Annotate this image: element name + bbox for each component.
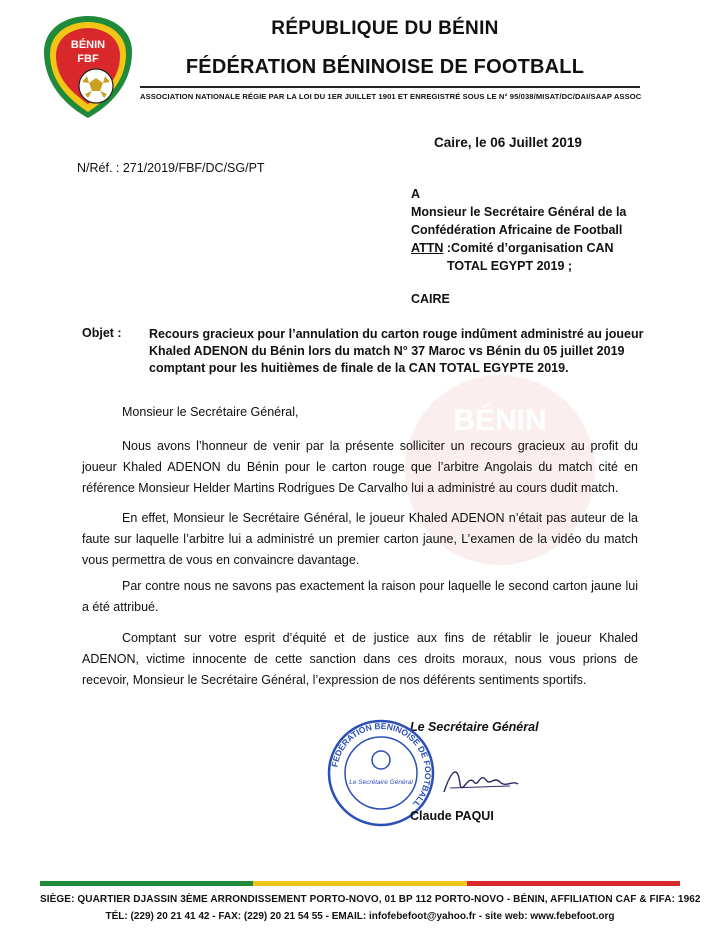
recipient-line-3: Confédération Africaine de Football [411,223,623,237]
header-divider [140,86,640,88]
objet-line-3: comptant pour les huitièmes de finale de la CAN TOTAL EGYPTE 2019. [149,361,569,375]
paragraph-2: En effet, Monsieur le Secrétaire Général, le joueur Khaled ADENON n’était pas auteur de la faute sur laquelle l’arbitre lui a administré un premier carton jaune, L’examen de la vidéo du match vous permettra de vous en convaincre davantage. [82,511,638,567]
stamp-inner-ring [345,737,417,809]
logo-abbr: FBF [77,53,99,65]
stamp-football-icon [372,751,390,769]
band-yellow [253,881,466,886]
recipient-city: CAIRE [411,292,450,306]
signatory-name: Claude PAQUI [410,809,494,823]
stamp-outer-text: FÉDÉRATION BÉNINOISE DE FOOTBALL [329,720,434,810]
footer-address: SIÈGE: QUARTIER DJASSIN 3ÈME ARRONDISSEMENT PORTO-NOVO, 01 BP 112 PORTO-NOVO - BÉNIN, AFFILIATION CAF & FIFA: 1962 [40,894,701,905]
republic-title: RÉPUBLIQUE DU BÉNIN [271,18,499,39]
association-note: ASSOCIATION NATIONALE RÉGIE PAR LA LOI DU 1ER JUILLET 1901 ET ENREGISTRÉ SOUS LE N° 95/038/MISAT/DC/DAI/SAAP ASSOC [140,92,642,101]
signatory-title: Le Secrétaire Général [410,720,539,734]
handwritten-signature [440,762,520,802]
footer-contacts: TÉL: (229) 20 21 41 42 - FAX: (229) 20 21 54 55 - EMAIL: infofebefoot@yahoo.fr - site web: www.febefoot.org [105,911,615,922]
watermark-text: BÉNIN [453,404,547,437]
band-green [40,881,253,886]
attn-text: :Comité d’organisation CAN [443,241,614,255]
recipient-attn [411,241,614,255]
objet-text [149,326,669,377]
recipient-line-5: TOTAL EGYPT 2019 ; [447,259,573,273]
paragraph-3: Par contre nous ne savons pas exactement la raison pour laquelle le second carton jaune lui a été attribué. [82,579,638,614]
reference-number: N/Réf. : 271/2019/FBF/DC/SG/PT [77,161,265,175]
band-red [467,881,680,886]
federation-title: FÉDÉRATION BÉNINOISE DE FOOTBALL [185,56,585,78]
paragraph-4: Comptant sur votre esprit d’équité et de justice aux fins de rétablir le joueur Khaled ADENON, victime innocente de cette sanction dans ces droits moraux, nous vous prions de recevoir, Monsieur le Secrétaire Général, l’expression de nos déférents sentiments sportifs. [82,631,638,687]
objet-line-1: Recours gracieux pour l’annulation du carton rouge indûment administré au joueur [149,327,644,341]
salutation: Monsieur le Secrétaire Général, [122,405,299,419]
date-line: Caire, le 06 Juillet 2019 [434,135,582,150]
recipient-a: A [411,187,421,201]
objet-line-2: Khaled ADENON du Bénin lors du match N° 37 Maroc vs Bénin du 05 juillet 2019 [149,344,625,358]
objet-label: Objet : [82,326,122,340]
stamp-inner-text: Le Secrétaire Général [349,779,413,786]
fbf-logo [40,14,136,120]
footer-color-band [40,881,680,886]
paragraph-1: Nous avons l’honneur de venir par la présente solliciter un recours gracieux au profit du joueur Khaled ADENON du Bénin pour le carton rouge que l’arbitre Angolais du match cité en référence Monsieur Helder Martins Rodrigues De Carvalho lui a administré au cours dudit match. [82,439,638,495]
recipient-line-2: Monsieur le Secrétaire Général de la [411,205,627,219]
logo-country: BÉNIN [70,39,106,51]
attn-label: ATTN [411,241,444,255]
